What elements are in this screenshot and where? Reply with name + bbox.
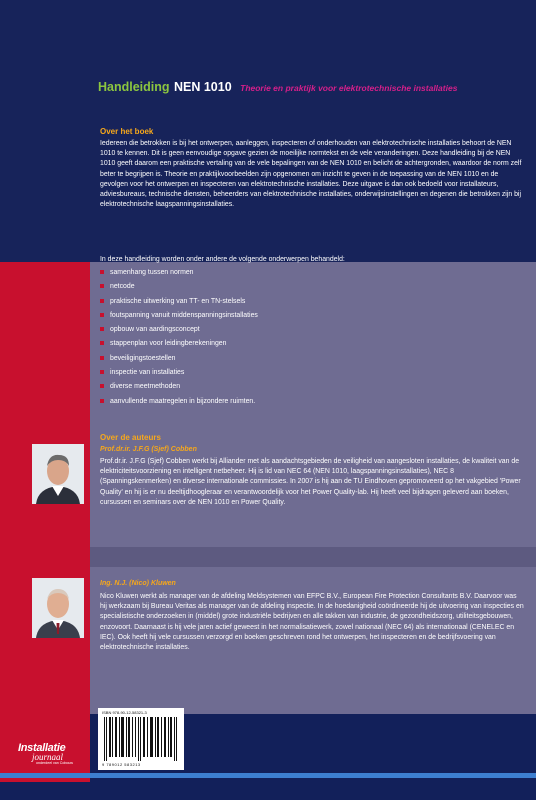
isbn-number: ISBN 978-90-12-58321-3: [102, 710, 147, 715]
topics-intro: In deze handleiding worden onder andere de volgende onderwerpen behandeld:: [100, 256, 345, 263]
bullet-icon: [100, 399, 104, 403]
list-item: foutspanning vanuit middenspanningsinstallaties: [100, 311, 258, 325]
about-authors-heading: Over de auteurs: [100, 433, 161, 442]
author-1-bio: Prof.dr.ir. J.F.G (Sjef) Cobben werkt bij Alliander met als aandachtsgebieden de veiligheid van aangesloten installaties, de kwaliteit van de elektriciteitsvoorziening en intelligent netbeheer. Hij is lid van NEC 64 (NEN 1010, laagspanningsinstallaties), NEC 8 (Spanningskenmerken) en diverse internationale commissies. In 2007 is hij aan de TU Eindhoven gepromoveerd op het vakgebied 'Power Quality' en hij is er nu deeltijdhoogleraar en verantwoordelijk voor het Power Quality-lab. Hij heeft veel bijdragen geleverd aan boeken, cursussen en seminars over de NEN 1010 en Power Quality.: [100, 458, 521, 506]
title-main: Handleiding: [98, 80, 170, 94]
publisher-tag: onderdeel van Cobouw: [36, 761, 73, 765]
about-book-heading: Over het boek: [100, 127, 154, 136]
list-item: diverse meetmethoden: [100, 382, 258, 396]
isbn-barcode: [98, 708, 184, 770]
bullet-icon: [100, 313, 104, 317]
list-item: aanvullende maatregelen in bijzondere ruimten.: [100, 397, 258, 411]
barcode-icon: [102, 717, 180, 761]
author-2-name: Ing. N.J. (Nico) Kluwen: [100, 580, 176, 587]
author-1-photo: [32, 444, 84, 504]
bullet-icon: [100, 370, 104, 374]
bullet-icon: [100, 327, 104, 331]
publisher-name: Installatie: [18, 742, 66, 754]
list-item: beveiligingstoestellen: [100, 354, 258, 368]
bullet-icon: [100, 284, 104, 288]
title-code: NEN 1010: [173, 80, 232, 94]
author-1-name: Prof.dr.ir. J.F.G (Sjef) Cobben: [100, 446, 197, 453]
publisher-logo: [18, 742, 73, 765]
bullet-icon: [100, 356, 104, 360]
list-item: samenhang tussen normen: [100, 268, 258, 282]
list-item: stappenplan voor leidingberekeningen: [100, 339, 258, 353]
list-item: praktische uitwerking van TT- en TN-stelsels: [100, 297, 258, 311]
publisher-subname: journaal: [32, 752, 64, 762]
book-title: [98, 78, 528, 96]
about-book-paragraph: Iedereen die betrokken is bij het ontwerpen, aanleggen, inspecteren of onderhouden van elektrotechnische installaties behoort de NEN 1010 te kennen. Dit is geen eenvoudige opgave gezien de moeilijke normtekst en de vele veranderingen. Deze handleiding bij de NEN 1010 geeft daarom een praktische vertaling van de vele bepalingen van de NEN 1010 en belicht de achtergronden, waardoor de norm zelf beter te begrijpen is. Theorie en praktijkvoorbeelden zijn opgenomen om inzicht te geven in de toepassing van de NEN 1010 en de gevolgen voor het ontwerpen en inspecteren van elektrotechnische installaties. Deze uitgave is dan ook bedoeld voor installateurs, adviesbureaus, technische diensten, beheerders van elektrotechnische installaties, onderwijsinstellingen en degenen die betrokken zijn bij elektrotechnische laagspanningsinstallaties.: [100, 140, 522, 209]
list-item: opbouw van aardingsconcept: [100, 325, 258, 339]
list-item: netcode: [100, 282, 258, 296]
title-subtitle: Theorie en praktijk voor elektrotechnische installaties: [240, 83, 458, 93]
author-divider-band: [90, 547, 536, 567]
author-2-photo: [32, 578, 84, 638]
bullet-icon: [100, 341, 104, 345]
barcode-digits: 9 789012 583213: [102, 762, 141, 767]
bullet-icon: [100, 384, 104, 388]
bullet-icon: [100, 299, 104, 303]
author-2-bio: Nico Kluwen werkt als manager van de afdeling Meldsystemen van EFPC B.V., European Fire Protection Consultants B.V. Daarvoor was hij werkzaam bij Bureau Veritas als manager van de afdeling inspectie. In de hoedanigheid coördineerde hij de uitvoering van inspecties en specialistische onderzoeken in (middel) grote industriële bedrijven en alle takken van industrie, de gezondheidszorg, utiliteitsgebouwen, enzovoort. Daarnaast is hij vele jaren actief geweest in het normalisatiewerk, zowel nationaal (NEC 64) als internationaal (CENELEC en IEC). Ook heeft hij vele cursussen verzorgd en boeken geschreven rond het ontwerpen, het inspecteren en de bedrijfsvoering van elektrotechnische installaties.: [100, 593, 524, 652]
list-item: inspectie van installaties: [100, 368, 258, 382]
red-side-strip: [0, 262, 90, 782]
topics-list: [100, 268, 258, 411]
bullet-icon: [100, 270, 104, 274]
bottom-blue-line: [0, 773, 536, 778]
